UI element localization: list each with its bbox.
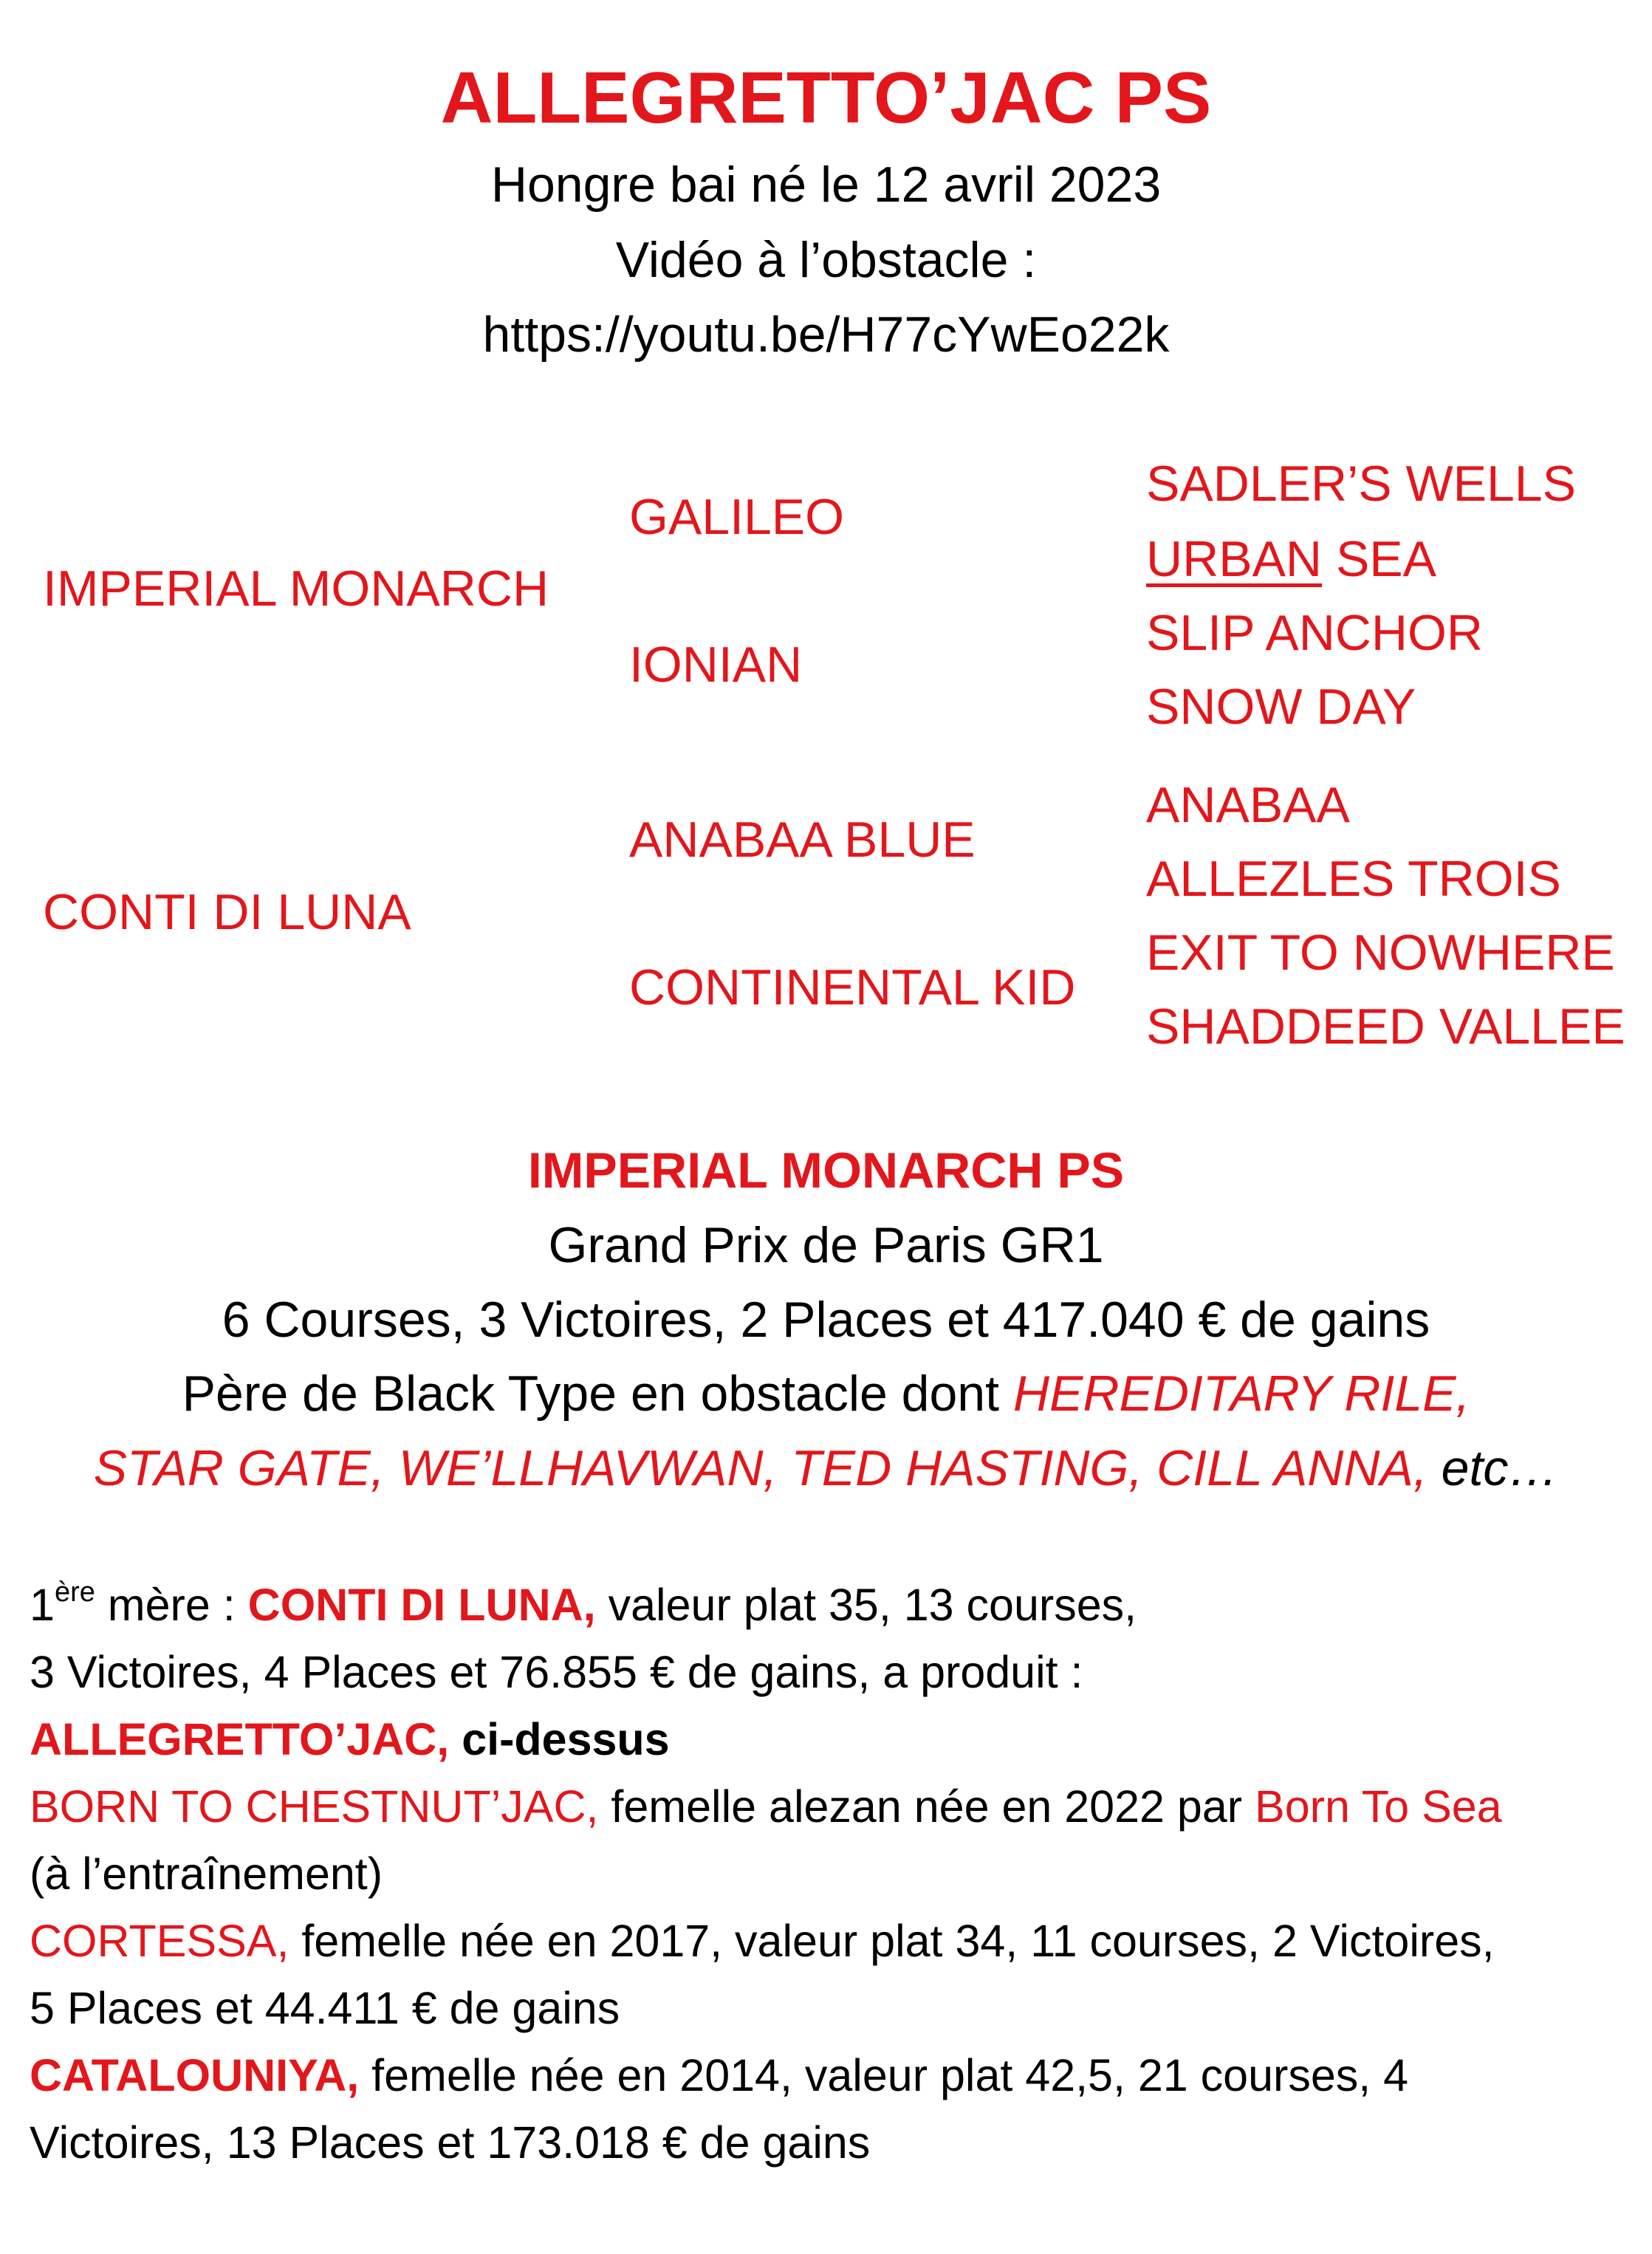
video-link[interactable]: https://youtu.be/H77cYwEo22k (482, 306, 1170, 363)
produce-item: CATALOUNIYA, femelle née en 2014, valeur plat 42,5, 21 courses, 4 (30, 2050, 1409, 2100)
dam-line-2: 3 Victoires, 4 Places et 76.855 € de gains, a produit : (30, 1647, 1083, 1697)
dam-name: CONTI DI LUNA, (247, 1580, 596, 1630)
pedigree-dam-dam: CONTINENTAL KID (629, 959, 1076, 1015)
produce-name: CATALOUNIYA, (30, 2050, 360, 2100)
pedigree-dam: CONTI DI LUNA (43, 884, 411, 940)
progeny-name: HEREDITARY RILE, (1012, 1366, 1470, 1422)
produce-item-continued: Victoires, 13 Places et 173.018 € de gains (30, 2117, 871, 2168)
produce-name: BORN TO CHESTNUT’JAC, (30, 1781, 599, 1832)
produce-item: CORTESSA, femelle née en 2017, valeur plat 34, 11 courses, 2 Victoires, (30, 1916, 1495, 1966)
sire-progeny-line-1: Père de Black Type en obstacle dont HEREDITARY RILE, (182, 1366, 1470, 1422)
pedigree-ancestor-5: ANABAA (1146, 777, 1350, 833)
produce-name: CORTESSA, (30, 1916, 289, 1966)
progeny-names: STAR GATE, WE’LLHAVWAN, TED HASTING, CILL ANNA, (93, 1440, 1427, 1496)
sire-record: 6 Courses, 3 Victoires, 2 Places et 417.040 € de gains (222, 1292, 1430, 1348)
pedigree-ancestor-3: SLIP ANCHOR (1146, 605, 1484, 661)
sire-progeny-line-2: STAR GATE, WE’LLHAVWAN, TED HASTING, CILL ANNA, etc… (93, 1440, 1559, 1496)
produce-name: ALLEGRETTO’JAC, (30, 1714, 450, 1764)
sire-race: Grand Prix de Paris GR1 (548, 1217, 1104, 1273)
video-label: Vidéo à l’obstacle : (615, 232, 1037, 288)
pedigree-ancestor-6: ALLEZLES TROIS (1146, 851, 1561, 907)
pedigree-sire-sire: GALILEO (629, 489, 845, 545)
dam-line-1: 1ère mère : CONTI DI LUNA, valeur plat 35, 13 courses, (30, 1577, 1137, 1630)
horse-description: Hongre bai né le 12 avril 2023 (490, 157, 1162, 213)
pedigree-ancestor-4: SNOW DAY (1146, 679, 1416, 735)
pedigree-sire-dam: IONIAN (629, 637, 803, 693)
sire-heading: IMPERIAL MONARCH PS (527, 1143, 1125, 1199)
produce-item: ALLEGRETTO’JAC, ci-dessus (30, 1714, 670, 1764)
horse-title: ALLEGRETTO’JAC PS (440, 57, 1212, 138)
pedigree-ancestor-7: EXIT TO NOWHERE (1146, 925, 1615, 981)
pedigree-ancestor-8: SHADDEED VALLEE (1146, 998, 1625, 1055)
produce-sire: Born To Sea (1255, 1781, 1502, 1832)
produce-item: BORN TO CHESTNUT’JAC, femelle alezan née en 2022 par Born To Sea (30, 1781, 1502, 1832)
pedigree-ancestor-1: SADLER’S WELLS (1146, 456, 1576, 512)
produce-item-continued: (à l’entraînement) (30, 1849, 383, 1899)
underlined-word: URBAN (1146, 531, 1323, 587)
pedigree-dam-sire: ANABAA BLUE (629, 812, 976, 868)
pedigree-sire: IMPERIAL MONARCH (43, 561, 549, 617)
pedigree-ancestor-2: URBAN SEA (1146, 531, 1437, 587)
dam-section (30, 1572, 1632, 2176)
produce-item-continued: 5 Places et 44.411 € de gains (30, 1983, 620, 2033)
